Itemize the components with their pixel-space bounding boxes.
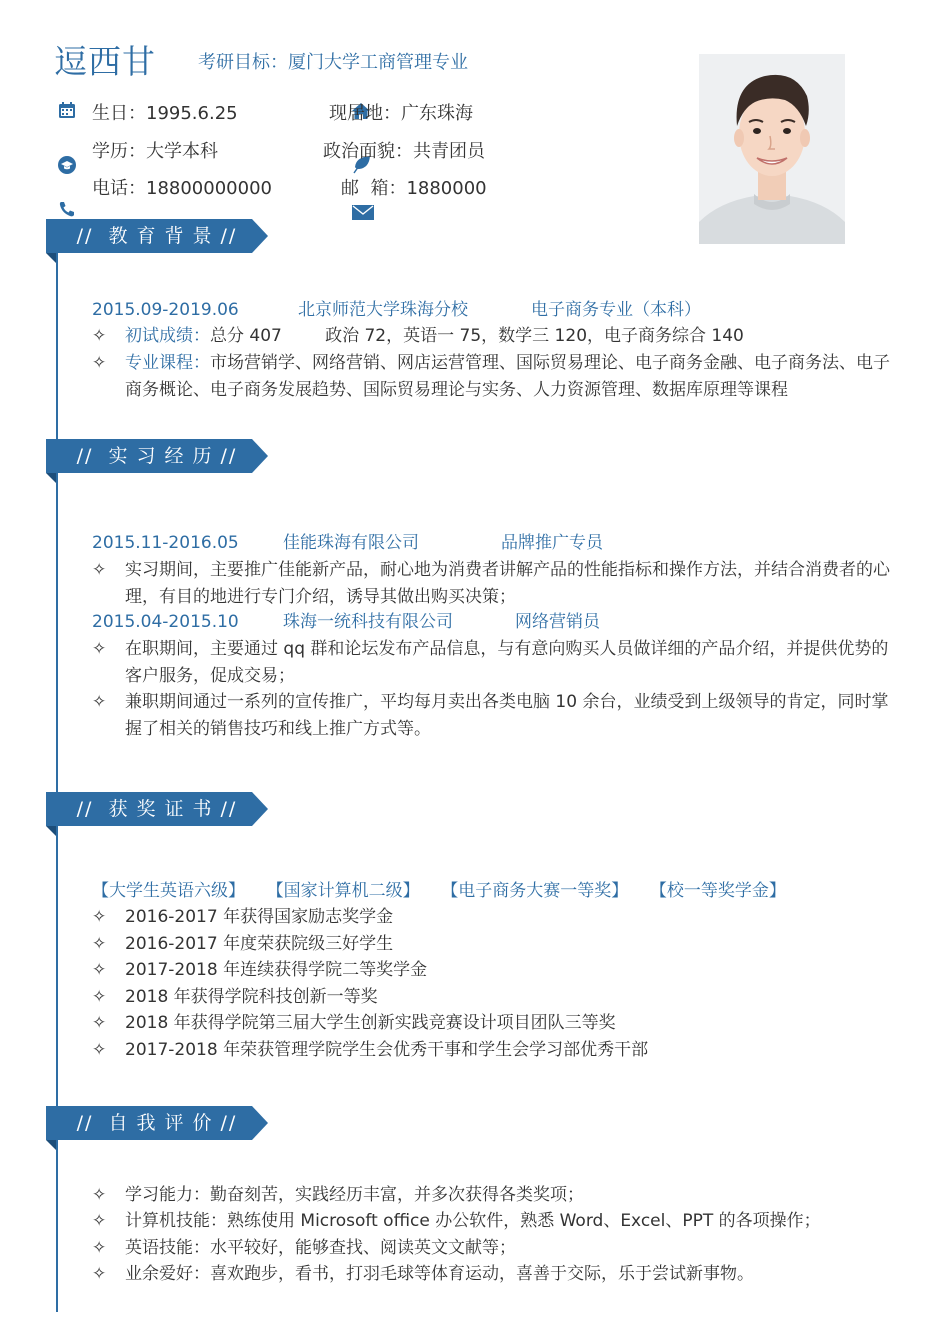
bullet-icon: ✧ (92, 1211, 107, 1231)
graduation-cap-icon (57, 155, 77, 175)
cert-list: 【大学生英语六级】 【国家计算机二级】 【电子商务大赛一等奖】 【校一等奖学金】 (92, 881, 786, 901)
email-info: 邮 箱：1880000 (341, 178, 487, 199)
section-header-self (46, 1106, 268, 1140)
bullet-icon: ✧ (92, 907, 107, 927)
courses-label: 专业课程： (125, 353, 210, 373)
slash-right: // (220, 798, 238, 820)
award-item: 2018 年获得学院第三届大学生创新实践竞赛设计项目团队三等奖 (125, 1013, 616, 1033)
slash-left: // (76, 225, 94, 247)
self-item: 计算机技能：熟练使用 Microsoft office 办公软件，熟悉 Word、Excel、PPT 的各项操作； (125, 1211, 821, 1231)
phone-icon (58, 200, 76, 218)
bullet-icon: ✧ (92, 560, 107, 580)
job1-company: 佳能珠海有限公司 (283, 533, 419, 553)
award-item: 2017-2018 年荣获管理学院学生会优秀干事和学生会学习部优秀干部 (125, 1040, 649, 1060)
section-title-awards: 获奖证书 (108, 798, 221, 820)
section-title-self: 自我评价 (108, 1112, 221, 1134)
bullet-icon: ✧ (92, 639, 107, 659)
scores-text: 总分 407 政治 72，英语一 75，数学三 120，电子商务综合 140 (210, 326, 744, 346)
slash-left: // (76, 798, 94, 820)
courses-text: 市场营销学、网络营销、网店运营管理、国际贸易理论、电子商务金融、电子商务法、电子商务概论、电子商务发展趋势、国际贸易理论与实务、人力资源管理、数据库原理等课程 (125, 353, 890, 400)
education-info: 学历：大学本科 (92, 141, 218, 162)
politics-info: 政治面貌：共青团员 (323, 141, 485, 162)
bullet-icon: ✧ (92, 1040, 107, 1060)
bullet-icon: ✧ (92, 987, 107, 1007)
edu-school: 北京师范大学珠海分校 (298, 300, 468, 320)
birth-info: 生日：1995.6.25 (92, 103, 238, 124)
award-item: 2016-2017 年度荣获院级三好学生 (125, 934, 394, 954)
bullet-icon: ✧ (92, 353, 107, 373)
job2-desc-1: 在职期间，主要通过 qq 群和论坛发布产品信息，与有意向购买人员做详细的产品介绍，并提供优势的客户服务，促成交易； (125, 639, 889, 686)
award-item: 2017-2018 年连续获得学院二等奖学金 (125, 960, 428, 980)
section-header-education (46, 219, 268, 253)
bullet-icon: ✧ (92, 960, 107, 980)
job2-role: 网络营销员 (515, 612, 600, 632)
bullet-icon: ✧ (92, 934, 107, 954)
phone-info: 电话：18800000000 (92, 178, 272, 199)
section-header-awards (46, 792, 268, 826)
profile-photo (699, 54, 845, 244)
mail-icon (352, 205, 374, 220)
self-item: 英语技能：水平较好，能够查找、阅读英文文献等； (125, 1238, 516, 1258)
residence-info: 现居地：广东珠海 (329, 103, 473, 124)
job1-period: 2015.11-2016.05 (92, 533, 239, 553)
edu-scores (125, 323, 905, 350)
job2-company: 珠海一统科技有限公司 (283, 612, 453, 632)
bullet-icon: ✧ (92, 1185, 107, 1205)
section-header-internship (46, 439, 268, 473)
edu-major: 电子商务专业（本科） (531, 300, 701, 320)
bullet-icon: ✧ (92, 692, 107, 712)
edu-courses (125, 350, 905, 403)
calendar-icon (58, 101, 76, 119)
avatar (699, 54, 845, 244)
section-title-internship: 实习经历 (108, 445, 221, 467)
award-item: 2018 年获得学院科技创新一等奖 (125, 987, 378, 1007)
bullet-icon: ✧ (92, 1013, 107, 1033)
slash-left: // (76, 1112, 94, 1134)
bullet-icon: ✧ (92, 1264, 107, 1284)
self-item: 业余爱好：喜欢跑步，看书，打羽毛球等体育运动，喜善于交际，乐于尝试新事物。 (125, 1264, 754, 1284)
bullet-icon: ✧ (92, 326, 107, 346)
job2-desc-2: 兼职期间通过一系列的宣传推广，平均每月卖出各类电脑 10 余台，业绩受到上级领导的肯定，同时掌握了相关的销售技巧和线上推广方式等。 (125, 692, 889, 739)
section-title-education: 教育背景 (108, 225, 221, 247)
bullet-icon: ✧ (92, 1238, 107, 1258)
job1-role: 品牌推广专员 (501, 533, 603, 553)
edu-period: 2015.09-2019.06 (92, 300, 239, 320)
job2-period: 2015.04-2015.10 (92, 612, 239, 632)
job1-desc: 实习期间，主要推广佳能新产品，耐心地为消费者讲解产品的性能指标和操作方法，并结合消费者的心理，有目的地进行专门介绍，诱导其做出购买决策； (125, 560, 890, 607)
slash-right: // (220, 445, 238, 467)
scores-label: 初试成绩： (125, 326, 210, 346)
self-item: 学习能力：勤奋刻苦，实践经历丰富，并多次获得各类奖项； (125, 1185, 584, 1205)
candidate-name: 逗西甘 (54, 42, 156, 81)
study-goal: 考研目标：厦门大学工商管理专业 (198, 52, 468, 73)
timeline-line (56, 250, 58, 1312)
award-item: 2016-2017 年获得国家励志奖学金 (125, 907, 394, 927)
slash-right: // (220, 225, 238, 247)
slash-left: // (76, 445, 94, 467)
slash-right: // (220, 1112, 238, 1134)
